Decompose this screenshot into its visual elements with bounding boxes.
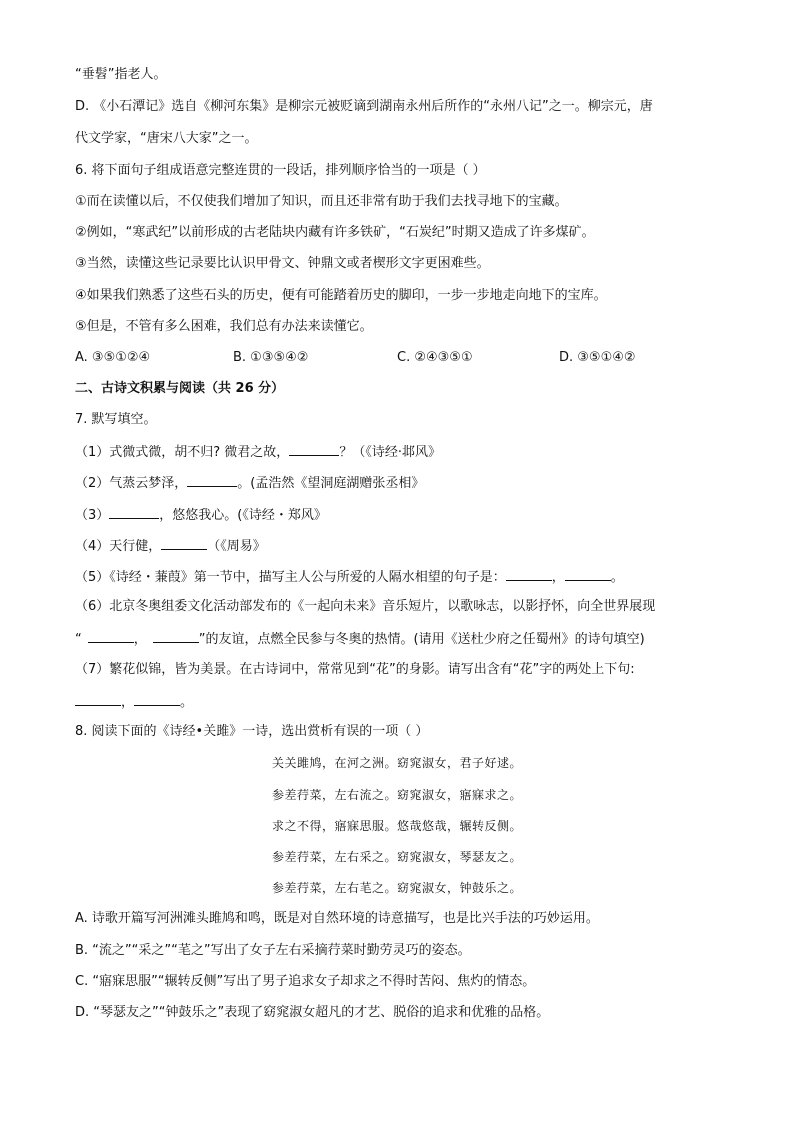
q7-item-5-sep: ， [551, 570, 565, 585]
q6-sentence-3: ③当然，读懂这些记录要比认识甲骨文、钟鼎文或者楔形文字更困难些。 [75, 256, 490, 271]
q6-option-b[interactable]: B. ①③⑤④② [233, 350, 309, 365]
answer-blank[interactable] [506, 566, 552, 581]
q7-item-4-text: （4）天行健， [75, 539, 162, 554]
q7-item-7-end: 。 [180, 695, 194, 710]
q6-sentence-1: ①而在读懂以后，不仅使我们增加了知识，而且还非常有助于我们去找寻地下的宝藏。 [75, 194, 568, 209]
poem-line-4: 参差荇菜，左右采之。窈窕淑女，琴瑟友之。 [271, 850, 522, 864]
answer-blank[interactable] [153, 628, 199, 643]
q6-option-a[interactable]: A. ③⑤①②④ [75, 350, 151, 365]
q7-item-5-end: 。 [610, 570, 624, 585]
answer-blank[interactable] [289, 441, 339, 456]
poem-line-5: 参差荇菜，左右芼之。窈窕淑女，钟鼓乐之。 [271, 881, 522, 895]
q5-option-d-line2: 代文学家，“唐宋八大家”之一。 [75, 131, 258, 146]
answer-blank[interactable] [187, 472, 237, 487]
poem-line-3: 求之不得，寤寐思服。悠哉悠哉，辗转反侧。 [271, 819, 522, 833]
q8-option-c[interactable]: C. “寤寐思服”“辗转反侧”写出了男子追求女子却求之不得时苦闷、焦灼的情态。 [75, 974, 536, 989]
q7-item-6-line1: （6）北京冬奥组委文化活动部发布的《一起向未来》音乐短片，以歌咏志，以影抒怀，向全世界展现 [75, 599, 656, 614]
q7-item-5 [75, 566, 624, 588]
q7-item-2 [75, 472, 424, 494]
q7-item-6-open-quote: “ [75, 632, 82, 647]
q5-option-c-end: “垂髫”指老人。 [75, 67, 167, 82]
q7-item-2-text: （2）气蒸云梦泽， [75, 476, 188, 491]
q7-stem: 7. 默写填空。 [75, 412, 157, 427]
q5-option-d-line1: D. 《小石潭记》选自《柳河东集》是柳宗元被贬谪到湖南永州后所作的“永州八记”之一。柳宗元，唐 [75, 99, 653, 114]
q8-stem: 8. 阅读下面的《诗经•关雎》一诗，选出赏析有误的一项（ ） [75, 724, 429, 739]
q7-item-5-text: （5）《诗经・蒹葭》第一节中，描写主人公与所爱的人隔水相望的句子是： [75, 570, 506, 585]
answer-blank[interactable] [109, 504, 159, 519]
q6-sentence-2: ②例如，“寒武纪”以前形成的古老陆块内藏有许多铁矿，“石炭纪”时期又造成了许多煤矿。 [75, 225, 595, 240]
q6-sentence-5: ⑤但是，不管有多么困难，我们总有办法来读懂它。 [75, 319, 373, 334]
q7-item-2-source: 。(孟浩然《望洞庭湖赠张丞相》 [237, 476, 425, 491]
q8-option-b[interactable]: B. “流之”“采之”“芼之”写出了女子左右采摘荇菜时勤劳灵巧的姿态。 [75, 943, 471, 958]
q7-item-6-sep: ， [133, 632, 147, 647]
q7-item-6-end: ”的友谊，点燃全民参与冬奥的热情。(请用《送杜少府之任蜀州》的诗句填空) [198, 632, 645, 647]
q6-stem: 6. 将下面句子组成语意完整连贯的一段话，排列顺序恰当的一项是（ ） [75, 163, 486, 178]
poem-line-2: 参差荇菜，左右流之。窈窕淑女，寤寐求之。 [271, 788, 522, 802]
q7-item-7-sep: ， [121, 695, 135, 710]
answer-blank[interactable] [565, 566, 611, 581]
section-2-heading: 二、古诗文积累与阅读（共 26 分） [75, 381, 285, 396]
q7-item-7-line1: （7）繁花似锦，皆为美景。在古诗词中，常常见到“花”的身影。请写出含有“花”字的两处上下句: [75, 662, 635, 677]
q7-item-4-source: （《周易》 [207, 539, 266, 554]
q7-item-1-text: （1）式微式微，胡不归? 微君之故， [75, 445, 290, 460]
q8-option-d[interactable]: D. “琴瑟友之”“钟鼓乐之”表现了窈窕淑女超凡的才艺、脱俗的追求和优雅的品格。 [75, 1005, 550, 1020]
q7-item-6-line2 [75, 628, 645, 650]
q7-item-7-line2 [75, 691, 193, 713]
q7-item-3 [75, 504, 327, 526]
q7-item-3-text: （3） [75, 508, 110, 523]
q6-option-c[interactable]: C. ②④③⑤① [397, 350, 473, 365]
q6-option-d[interactable]: D. ③⑤①④② [559, 350, 636, 365]
poem-line-1: 关关雎鸠，在河之洲。窈窕淑女，君子好逑。 [271, 756, 522, 770]
q7-item-1 [75, 441, 441, 463]
answer-blank[interactable] [75, 691, 121, 706]
answer-blank[interactable] [161, 535, 207, 550]
q7-item-1-source: ？（《诗经·邶风》 [339, 445, 441, 460]
answer-blank[interactable] [88, 628, 134, 643]
q7-item-3-source: ，悠悠我心。(《诗经・郑风》 [159, 508, 327, 523]
answer-blank[interactable] [134, 691, 180, 706]
q6-sentence-4: ④如果我们熟悉了这些石头的历史，便有可能踏着历史的脚印，一步一步地走向地下的宝库。 [75, 288, 607, 303]
q7-item-4 [75, 535, 266, 557]
q8-option-a[interactable]: A. 诗歌开篇写河洲滩头雎鸠和鸣，既是对自然环境的诗意描写，也是比兴手法的巧妙运用。 [75, 911, 599, 926]
